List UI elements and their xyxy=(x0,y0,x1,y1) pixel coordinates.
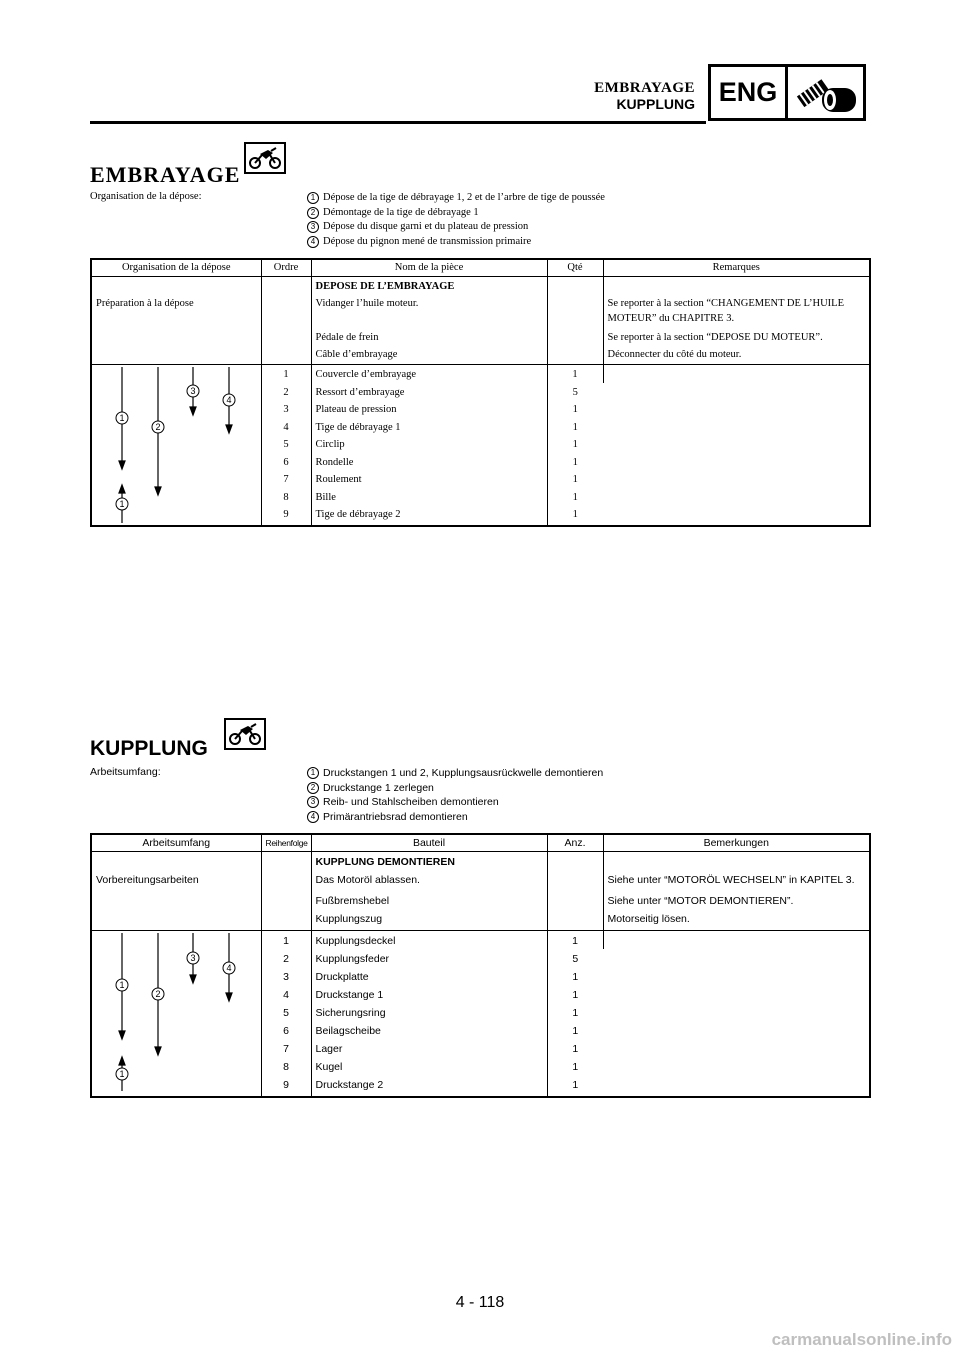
sequence-diagram xyxy=(92,365,262,525)
section-title-fr: EMBRAYAGE xyxy=(90,162,241,187)
scope-item-text: Primärantriebsrad demontieren xyxy=(323,810,468,823)
order-cell: 1 xyxy=(261,931,311,950)
part-name: Vidanger l’huile moteur. xyxy=(311,294,547,328)
remark: Se reporter à la section “CHANGEMENT DE L’HUILE MOTEUR” du CHAPITRE 3. xyxy=(607,298,844,324)
scope-item-text: Dépose du disque garni et du plateau de pression xyxy=(323,221,529,232)
scope-item-text: Démontage de la tige de débrayage 1 xyxy=(323,206,479,218)
qty-cell: 1 xyxy=(572,1043,579,1055)
table-row xyxy=(91,909,870,931)
scope-item xyxy=(307,766,603,781)
scope-item-text: Druckstangen 1 und 2, Kupplungsausrückwelle demontieren xyxy=(323,767,604,779)
col-header: Bemerkungen xyxy=(603,834,870,852)
diagram-label: 1 xyxy=(119,980,125,990)
order-cell: 2 xyxy=(261,949,311,967)
scope-item xyxy=(307,781,603,796)
order-cell: 5 xyxy=(261,1003,311,1021)
diagram-label: 3 xyxy=(190,386,196,396)
scope-item-text: Dépose de la tige de débrayage 1, 2 et de l’arbre de tige de poussée xyxy=(323,192,605,203)
part-name: Druckstange 2 xyxy=(311,1075,547,1097)
qty-cell: 1 xyxy=(572,1079,579,1091)
part-name: Sicherungsring xyxy=(311,1003,547,1021)
qty-cell: 1 xyxy=(572,1025,579,1037)
qty-cell: 1 xyxy=(572,456,578,468)
part-name: Rondelle xyxy=(311,453,547,471)
col-header: Arbeitsumfang xyxy=(91,834,261,852)
parts-table-de xyxy=(90,833,871,1098)
diagram-label: 1 xyxy=(119,499,125,509)
part-name: Ressort d’embrayage xyxy=(311,383,547,401)
order-cell: 3 xyxy=(261,400,311,418)
remark: Déconnecter du côté du moteur. xyxy=(607,349,742,360)
part-name: Druckplatte xyxy=(311,967,547,985)
scope-item-text: Reib- und Stahlscheiben demontieren xyxy=(323,796,499,808)
step-number: 1 xyxy=(307,767,319,779)
table-row xyxy=(91,277,870,295)
col-header: Bauteil xyxy=(311,834,547,852)
table-row xyxy=(91,870,870,891)
qty-cell: 1 xyxy=(572,1061,579,1073)
part-name: Pédale de frein xyxy=(311,328,547,345)
page-number: 4 - 118 xyxy=(455,1294,505,1311)
order-cell: 3 xyxy=(261,967,311,985)
table-header-row xyxy=(91,834,870,852)
table-header-row xyxy=(91,259,870,277)
diagram-label: 1 xyxy=(119,413,125,423)
order-cell: 5 xyxy=(261,435,311,453)
qty-cell: 5 xyxy=(572,953,579,965)
qty-cell: 1 xyxy=(572,989,579,1001)
part-name: Fußbremshebel xyxy=(311,891,547,909)
header-title-fr: EMBRAYAGE xyxy=(594,80,695,96)
diagram-label: 2 xyxy=(155,422,161,432)
scope-item xyxy=(307,220,605,235)
step-number: 3 xyxy=(307,221,319,233)
qty-cell: 1 xyxy=(572,474,578,486)
part-name: Kupplungsfeder xyxy=(311,949,547,967)
remark: Siehe unter “MOTORÖL WECHSELN” in KAPITEL 3. xyxy=(607,874,855,886)
order-cell: 4 xyxy=(261,418,311,436)
engine-bolt-icon xyxy=(792,70,862,116)
diagram-label: 1 xyxy=(119,1069,125,1079)
diagram-label: 2 xyxy=(155,989,161,999)
scope-item xyxy=(307,795,603,810)
motorcycle-icon xyxy=(224,718,266,750)
order-cell: 9 xyxy=(261,505,311,526)
header-title-de: KUPPLUNG xyxy=(616,96,695,112)
section-heading: KUPPLUNG DEMONTIEREN xyxy=(311,852,547,871)
step-number: 4 xyxy=(307,811,319,823)
part-name: Bille xyxy=(311,488,547,506)
scope-list-de xyxy=(307,766,603,824)
scope-item-text: Druckstange 1 zerlegen xyxy=(323,781,434,794)
watermark: carmanualsonline.info xyxy=(771,1330,952,1349)
scope-item xyxy=(307,810,603,825)
scope-item xyxy=(307,206,605,221)
qty-cell: 1 xyxy=(572,421,578,433)
table-row xyxy=(91,328,870,345)
step-number: 2 xyxy=(307,207,319,219)
qty-cell: 1 xyxy=(572,971,579,983)
qty-cell: 1 xyxy=(547,365,603,383)
qty-cell: 1 xyxy=(572,1007,579,1019)
prep-label: Préparation à la dépose xyxy=(91,294,261,328)
order-cell: 6 xyxy=(261,1021,311,1039)
part-name: Câble d’embrayage xyxy=(311,345,547,365)
remark: Motorseitig lösen. xyxy=(607,913,690,925)
diagram-label: 4 xyxy=(226,395,232,405)
sequence-diagram-cell xyxy=(91,931,261,1098)
part-name: Druckstange 1 xyxy=(311,985,547,1003)
part-name: Kugel xyxy=(311,1057,547,1075)
scope-label-de: Arbeitsumfang: xyxy=(90,766,161,778)
order-cell: 6 xyxy=(261,453,311,471)
step-number: 1 xyxy=(307,192,319,204)
qty-cell: 1 xyxy=(572,404,578,416)
order-cell: 7 xyxy=(261,470,311,488)
part-name: Beilagscheibe xyxy=(311,1021,547,1039)
part-name: Kupplungsdeckel xyxy=(311,931,547,950)
part-name: Couvercle d’embrayage xyxy=(311,365,547,383)
order-cell: 9 xyxy=(261,1075,311,1097)
order-cell: 4 xyxy=(261,985,311,1003)
section-heading: DEPOSE DE L’EMBRAYAGE xyxy=(311,277,547,295)
sequence-diagram-cell xyxy=(91,365,261,527)
table-row xyxy=(91,345,870,365)
part-name: Kupplungszug xyxy=(311,909,547,931)
step-number: 2 xyxy=(307,782,319,794)
col-header: Remarques xyxy=(603,259,870,277)
table-row xyxy=(91,294,870,328)
col-header: Reihenfolge xyxy=(261,834,311,852)
qty-cell: 1 xyxy=(572,491,578,503)
part-name: Plateau de pression xyxy=(311,400,547,418)
table-row xyxy=(91,852,870,871)
order-cell: 1 xyxy=(261,365,311,383)
motorcycle-icon xyxy=(244,142,286,174)
diagram-label: 3 xyxy=(190,953,196,963)
scope-label-fr: Organisation de la dépose: xyxy=(90,191,202,202)
order-cell: 7 xyxy=(261,1039,311,1057)
sequence-diagram xyxy=(92,931,262,1093)
part-name: Tige de débrayage 1 xyxy=(311,418,547,436)
parts-table-fr xyxy=(90,258,871,527)
prep-label: Vorbereitungsarbeiten xyxy=(91,870,261,891)
step-number: 4 xyxy=(307,236,319,248)
col-header: Ordre xyxy=(261,259,311,277)
part-name: Tige de débrayage 2 xyxy=(311,505,547,526)
part-name: Circlip xyxy=(311,435,547,453)
qty-cell: 1 xyxy=(572,439,578,451)
col-header: Nom de la pièce xyxy=(311,259,547,277)
table-row xyxy=(91,891,870,909)
table-row xyxy=(91,931,870,950)
table-row xyxy=(91,365,870,383)
header-rule xyxy=(90,121,706,124)
part-name: Roulement xyxy=(311,470,547,488)
col-header: Anz. xyxy=(547,834,603,852)
qty-cell: 1 xyxy=(547,931,603,950)
order-cell: 2 xyxy=(261,383,311,401)
qty-cell: 1 xyxy=(572,509,578,521)
section-title-de: KUPPLUNG xyxy=(90,737,208,760)
scope-list-fr xyxy=(307,191,605,249)
diagram-label: 4 xyxy=(226,963,232,973)
part-name: Das Motoröl ablassen. xyxy=(311,870,547,891)
remark: Siehe unter “MOTOR DEMONTIEREN”. xyxy=(607,895,794,907)
scope-item xyxy=(307,235,605,250)
scope-item xyxy=(307,191,605,206)
qty-cell: 5 xyxy=(572,386,578,398)
step-number: 3 xyxy=(307,796,319,808)
part-name: Lager xyxy=(311,1039,547,1057)
col-header: Organisation de la dépose xyxy=(91,259,261,277)
scope-item-text: Dépose du pignon mené de transmission primaire xyxy=(323,235,532,247)
order-cell: 8 xyxy=(261,1057,311,1075)
remark: Se reporter à la section “DEPOSE DU MOTEUR”. xyxy=(607,332,823,343)
order-cell: 8 xyxy=(261,488,311,506)
col-header: Qté xyxy=(547,259,603,277)
eng-badge-label: ENG xyxy=(711,67,788,118)
